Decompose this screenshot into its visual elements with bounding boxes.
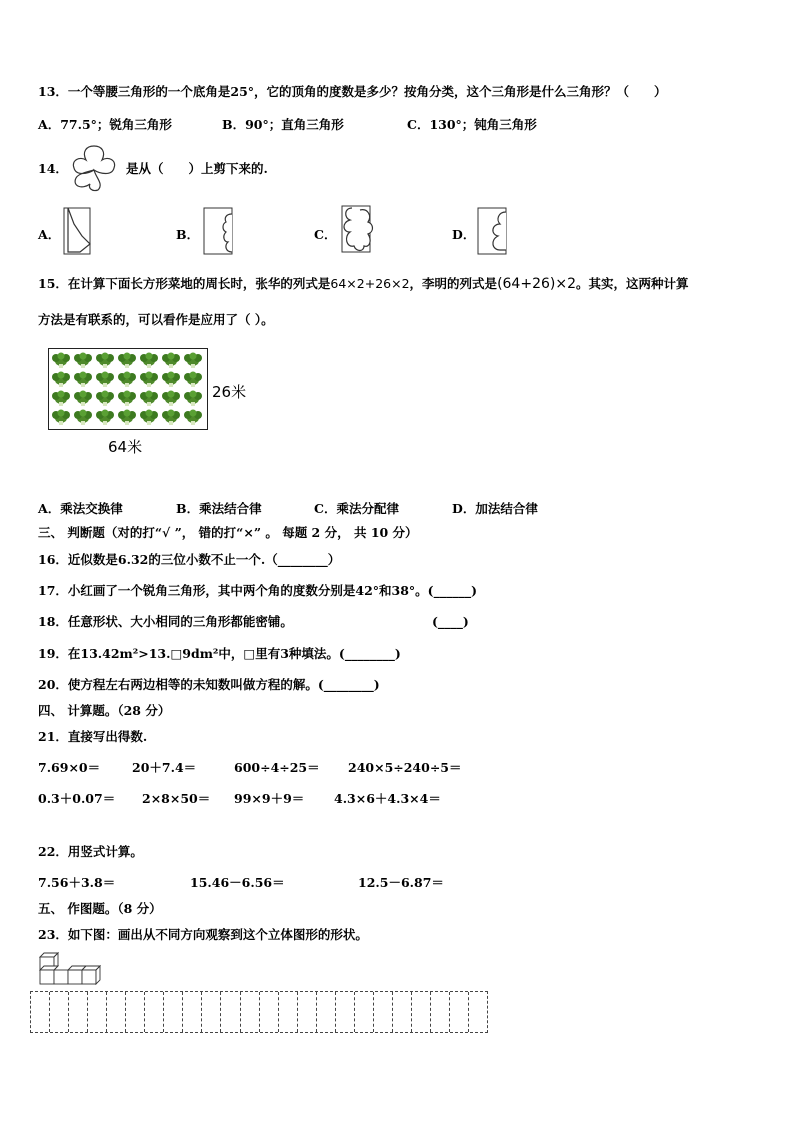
q15-stem-line1 (38, 276, 689, 292)
grid-cell[interactable] (202, 992, 221, 1032)
q15-formula-zhang: 64×2+26×2 (330, 276, 410, 291)
q21-item-4[interactable]: 240×5÷240÷5＝ (348, 760, 462, 775)
q13-option-b[interactable]: B．90°；直角三角形 (222, 117, 344, 132)
q23-title: 23．如下图：画出从不同方向观察到这个立体图形的形状。 (38, 927, 368, 942)
q20-text[interactable]: 20．使方程左右两边相等的未知数叫做方程的解。(________) (38, 677, 380, 692)
q21-item-7[interactable]: 99×9＋9＝ (234, 791, 305, 806)
q13-option-a[interactable]: A．77.5°；锐角三角形 (38, 117, 172, 132)
grid-cell[interactable] (88, 992, 107, 1032)
q15-stem-part1: 15．在计算下面长方形菜地的周长时，张华的列式是 (38, 276, 331, 291)
q13-stem: 13．一个等腰三角形的一个底角是25°，它的顶角的度数是多少？按角分类，这个三角形是什么三角形？（ ） (38, 84, 667, 99)
q15-stem-part3: 。其实，这两种计算 (575, 276, 689, 291)
section4-title: 四、 计算题。（28 分） (38, 703, 171, 718)
cube-stack-figure (38, 953, 102, 987)
q14-option-b-label[interactable]: B． (176, 227, 200, 242)
q18-text: 18．任意形状、大小相同的三角形都能密铺。 (38, 614, 293, 629)
paper-shape-a-icon[interactable] (60, 206, 100, 258)
grid-cell[interactable] (317, 992, 336, 1032)
grid-cell[interactable] (260, 992, 279, 1032)
q15-option-b[interactable]: B．乘法结合律 (176, 501, 262, 516)
grid-cell[interactable] (355, 992, 374, 1032)
grid-cell[interactable] (145, 992, 164, 1032)
q14-number: 14． (38, 161, 68, 176)
q14-text: 是从（ ）上剪下来的. (126, 161, 268, 176)
grid-cell[interactable] (164, 992, 183, 1032)
q14-option-d-label[interactable]: D． (452, 227, 476, 242)
grid-cell[interactable] (183, 992, 202, 1032)
paper-shape-c-icon[interactable] (338, 204, 378, 258)
grid-cell[interactable] (431, 992, 450, 1032)
q14-option-c-label[interactable]: C． (314, 227, 337, 242)
q22-item-2[interactable]: 15.46－6.56＝ (190, 875, 285, 890)
grid-cell[interactable] (241, 992, 260, 1032)
q15-option-d[interactable]: D．加法结合律 (452, 501, 538, 516)
q21-item-1[interactable]: 7.69×0＝ (38, 760, 101, 775)
grid-cell[interactable] (450, 992, 469, 1032)
paper-shape-d-icon[interactable] (474, 206, 514, 258)
grid-cell[interactable] (221, 992, 240, 1032)
paper-shape-b-icon[interactable] (200, 206, 240, 258)
grid-cell[interactable] (279, 992, 298, 1032)
q21-item-2[interactable]: 20＋7.4＝ (132, 760, 197, 775)
grid-cell[interactable] (298, 992, 317, 1032)
q17-text[interactable]: 17．小红画了一个锐角三角形，其中两个角的度数分别是42°和38°。(______) (38, 583, 478, 598)
q14-option-a-label[interactable]: A． (38, 227, 61, 242)
grid-cell[interactable] (393, 992, 412, 1032)
q21-item-8[interactable]: 4.3×6＋4.3×4＝ (334, 791, 441, 806)
grid-cell[interactable] (69, 992, 88, 1032)
q15-stem-part2: ，李明的列式是 (409, 276, 498, 291)
q21-item-3[interactable]: 600÷4÷25＝ (234, 760, 320, 775)
grid-cell[interactable] (50, 992, 69, 1032)
q21-item-5[interactable]: 0.3＋0.07＝ (38, 791, 116, 806)
grid-cell[interactable] (412, 992, 431, 1032)
cloud-shape-icon (68, 144, 120, 192)
q15-formula-li: (64+26)×2 (497, 276, 576, 292)
q21-title: 21．直接写出得数. (38, 729, 148, 744)
q22-item-3[interactable]: 12.5－6.87＝ (358, 875, 444, 890)
grid-cell[interactable] (374, 992, 393, 1032)
q15-option-c[interactable]: C．乘法分配律 (314, 501, 399, 516)
grid-cell[interactable] (469, 992, 487, 1032)
q16-text[interactable]: 16．近似数是6.32的三位小数不止一个.（________） (38, 552, 341, 567)
grid-cell[interactable] (107, 992, 126, 1032)
vegetable-field-rectangle (48, 348, 208, 430)
q13-option-c[interactable]: C．130°；钝角三角形 (407, 117, 537, 132)
q21-item-6[interactable]: 2×8×50＝ (142, 791, 211, 806)
vegetable-field-image (49, 349, 207, 429)
q15-stem-line2: 方法是有联系的，可以看作是应用了（ ）。 (38, 312, 274, 327)
q19-text[interactable]: 19．在13.42m²>13.□9dm²中，□里有3种填法。(________) (38, 646, 401, 661)
grid-cell[interactable] (31, 992, 50, 1032)
section5-title: 五、 作图题。（8 分） (38, 901, 162, 916)
grid-cell[interactable] (126, 992, 145, 1032)
drawing-grid[interactable] (30, 991, 488, 1033)
grid-cell[interactable] (336, 992, 355, 1032)
section3-title: 三、 判断题（对的打“√ ”， 错的打“×” 。 每题 2 分， 共 10 分） (38, 525, 418, 540)
field-width-label: 64米 (108, 438, 143, 456)
q22-title: 22．用竖式计算。 (38, 844, 143, 859)
q22-item-1[interactable]: 7.56＋3.8＝ (38, 875, 116, 890)
q18-blank[interactable]: (____) (432, 614, 469, 629)
q15-option-a[interactable]: A．乘法交换律 (38, 501, 123, 516)
field-height-label: 26米 (212, 383, 247, 401)
